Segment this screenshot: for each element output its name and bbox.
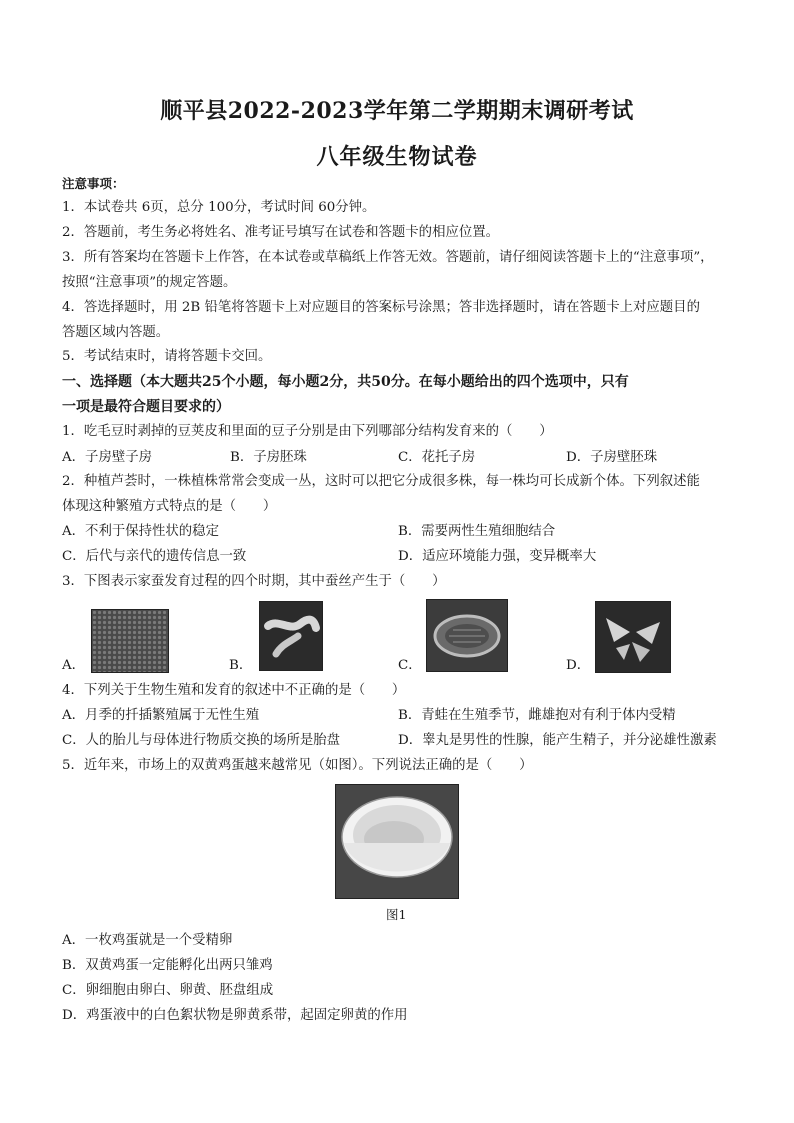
question-5-stem: 5．近年来，市场上的双黄鸡蛋越来越常见（如图）。下列说法正确的是（ ） [62, 758, 533, 773]
silkworm-larva-image [259, 601, 323, 671]
silkworm-pupa-image [426, 599, 508, 672]
notice-item: 按照“注意事项”的规定答题。 [62, 275, 237, 290]
notice-heading: 注意事项： [62, 176, 125, 191]
question-3-option-a[interactable]: A． [62, 658, 86, 673]
figure-caption: 图1 [386, 907, 407, 922]
question-2-option-a[interactable]: A．不利于保持性状的稳定 [62, 524, 219, 539]
question-5-option-a[interactable]: A．一枚鸡蛋就是一个受精卵 [62, 933, 233, 948]
question-2-stem-cont: 体现这种繁殖方式特点的是（ ） [62, 499, 277, 514]
exam-title: 顺平县2022-2023学年第二学期期末调研考试 [160, 98, 634, 124]
notice-item: 3．所有答案均在答题卡上作答，在本试卷或草稿纸上作答无效。答题前，请仔细阅读答题卡上的“注意事项”， [62, 250, 714, 265]
question-2-option-d[interactable]: D．适应环境能力强，变异概率大 [398, 549, 597, 564]
question-2-option-c[interactable]: C．后代与亲代的遗传信息一致 [62, 549, 247, 564]
question-3-option-b[interactable]: B． [229, 658, 253, 673]
question-4-stem: 4．下列关于生物生殖和发育的叙述中不正确的是（ ） [62, 683, 406, 698]
question-5-option-c[interactable]: C．卵细胞由卵白、卵黄、胚盘组成 [62, 983, 274, 998]
double-yolk-egg-image [335, 784, 459, 899]
question-4-option-a[interactable]: A．月季的扦插繁殖属于无性生殖 [62, 708, 260, 723]
exam-subtitle: 八年级生物试卷 [316, 144, 478, 170]
question-3-option-d[interactable]: D． [566, 658, 591, 673]
silkworm-egg-image [91, 609, 169, 673]
question-1-option-c[interactable]: C．花托子房 [398, 450, 476, 465]
question-5-option-d[interactable]: D．鸡蛋液中的白色絮状物是卵黄系带，起固定卵黄的作用 [62, 1008, 408, 1023]
silkworm-moth-image [595, 601, 671, 673]
question-3-stem: 3．下图表示家蚕发育过程的四个时期，其中蚕丝产生于（ ） [62, 574, 446, 589]
notice-item: 1．本试卷共 6页，总分 100分，考试时间 60分钟。 [62, 200, 376, 215]
notice-item: 2．答题前，考生务必将姓名、准考证号填写在试卷和答题卡的相应位置。 [62, 225, 500, 240]
notice-item: 答题区域内答题。 [62, 325, 170, 340]
notice-item: 5．考试结束时，请将答题卡交回。 [62, 349, 272, 364]
question-1-option-b[interactable]: B．子房胚珠 [230, 450, 307, 465]
question-4-option-b[interactable]: B．青蛙在生殖季节，雌雄抱对有利于体内受精 [398, 708, 676, 723]
question-5-option-b[interactable]: B．双黄鸡蛋一定能孵化出两只雏鸡 [62, 958, 273, 973]
notice-item: 4．答选择题时，用 2B 铅笔将答题卡上对应题目的答案标号涂黑；答非选择题时，请在答题卡上对应题目的 [62, 300, 700, 315]
question-1-option-a[interactable]: A．子房壁子房 [62, 450, 153, 465]
question-2-option-b[interactable]: B．需要两性生殖细胞结合 [398, 524, 556, 539]
section-heading: 一、选择题（本大题共25个小题，每小题2分，共50分。在每小题给出的四个选项中，只有 [62, 374, 629, 390]
question-3-option-c[interactable]: C． [398, 658, 422, 673]
question-4-option-c[interactable]: C．人的胎儿与母体进行物质交换的场所是胎盘 [62, 733, 341, 748]
question-4-option-d[interactable]: D．睾丸是男性的性腺，能产生精子，并分泌雄性激素 [398, 733, 717, 748]
question-1-stem: 1．吃毛豆时剥掉的豆荚皮和里面的豆子分别是由下列哪部分结构发育来的（ ） [62, 424, 553, 439]
question-1-option-d[interactable]: D．子房壁胚珠 [566, 450, 658, 465]
section-heading-cont: 一项是最符合题目要求的） [62, 399, 230, 415]
question-2-stem: 2．种植芦荟时，一株植株常常会变成一丛，这时可以把它分成很多株，每一株均可长成新个体。下列叙述能 [62, 474, 700, 489]
